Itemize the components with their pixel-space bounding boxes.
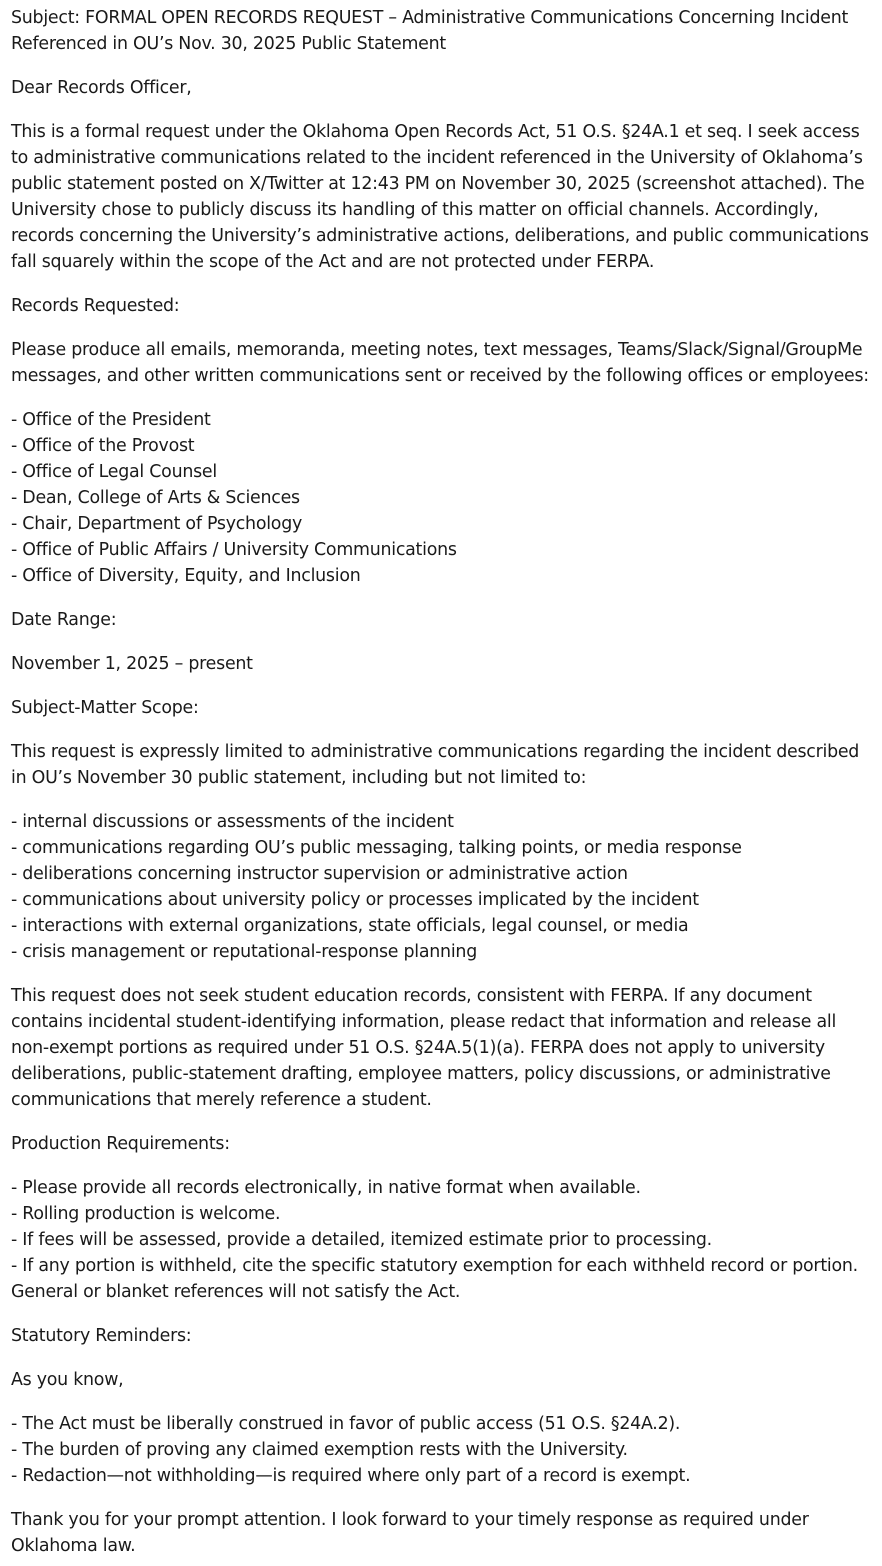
- as-you-know: As you know,: [11, 1370, 124, 1390]
- offices-list: [11, 407, 874, 589]
- list-item: - communications about university policy or processes implicated by the incident: [11, 890, 699, 910]
- list-item: - Office of Legal Counsel: [11, 462, 217, 482]
- production-heading: Production Requirements:: [11, 1134, 230, 1154]
- list-item: - Office of Public Affairs / University Communications: [11, 540, 457, 560]
- date-range-value: November 1, 2025 – present: [11, 654, 253, 674]
- ferpa-paragraph: This request does not seek student education records, consistent with FERPA. If any document contains incidental student-identifying information, please redact that information and release all non-exempt portions as required under 51 O.S. §24A.5(1)(a). FERPA does not apply to university deliberations, public-statement drafting, employee matters, policy discussions, or administrative communications that merely reference a student.: [11, 986, 837, 1110]
- list-item: - crisis management or reputational-response planning: [11, 942, 477, 962]
- statutory-heading: Statutory Reminders:: [11, 1326, 192, 1346]
- list-item: - internal discussions or assessments of the incident: [11, 812, 454, 832]
- list-item: - Office of the President: [11, 410, 211, 430]
- list-item: - Office of Diversity, Equity, and Inclusion: [11, 566, 361, 586]
- list-item: - The Act must be liberally construed in favor of public access (51 O.S. §24A.2).: [11, 1414, 681, 1434]
- list-item: - The burden of proving any claimed exemption rests with the University.: [11, 1440, 628, 1460]
- list-item: - If any portion is withheld, cite the specific statutory exemption for each withheld record or portion. General or blanket references will not satisfy the Act.: [11, 1256, 858, 1302]
- scope-heading: Subject-Matter Scope:: [11, 698, 199, 718]
- production-list: [11, 1175, 874, 1305]
- list-item: - Chair, Department of Psychology: [11, 514, 303, 534]
- list-item: - communications regarding OU’s public messaging, talking points, or media response: [11, 838, 742, 858]
- email-subject: Subject: FORMAL OPEN RECORDS REQUEST – Administrative Communications Concerning Incident Referenced in OU’s Nov. 30, 2025 Public Statement: [11, 8, 849, 54]
- date-range-heading: Date Range:: [11, 610, 117, 630]
- closing-paragraph: Thank you for your prompt attention. I look forward to your timely response as required under Oklahoma law.: [11, 1510, 809, 1556]
- list-item: - If fees will be assessed, provide a detailed, itemized estimate prior to processing.: [11, 1230, 712, 1250]
- salutation: Dear Records Officer,: [11, 78, 192, 98]
- records-intro: Please produce all emails, memoranda, meeting notes, text messages, Teams/Slack/Signal/GroupMe messages, and other written communications sent or received by the following offices or employees:: [11, 340, 869, 386]
- list-item: - Office of the Provost: [11, 436, 195, 456]
- statutory-list: [11, 1411, 874, 1489]
- list-item: - Redaction—not withholding—is required where only part of a record is exempt.: [11, 1466, 691, 1486]
- scope-intro: This request is expressly limited to administrative communications regarding the incident described in OU’s November 30 public statement, including but not limited to:: [11, 742, 860, 788]
- list-item: - Please provide all records electronically, in native format when available.: [11, 1178, 641, 1198]
- list-item: - interactions with external organizations, state officials, legal counsel, or media: [11, 916, 689, 936]
- scope-list: [11, 809, 874, 965]
- intro-paragraph: This is a formal request under the Oklahoma Open Records Act, 51 O.S. §24A.1 et seq. I seek access to administrative communications related to the incident referenced in the University of Oklahoma’s public statement posted on X/Twitter at 12:43 PM on November 30, 2025 (screenshot attached). The University chose to publicly discuss its handling of this matter on official channels. Accordingly, records concerning the University’s administrative actions, deliberations, and public communications fall squarely within the scope of the Act and are not protected under FERPA.: [11, 122, 869, 272]
- list-item: - deliberations concerning instructor supervision or administrative action: [11, 864, 628, 884]
- list-item: - Dean, College of Arts & Sciences: [11, 488, 300, 508]
- list-item: - Rolling production is welcome.: [11, 1204, 281, 1224]
- records-heading: Records Requested:: [11, 296, 180, 316]
